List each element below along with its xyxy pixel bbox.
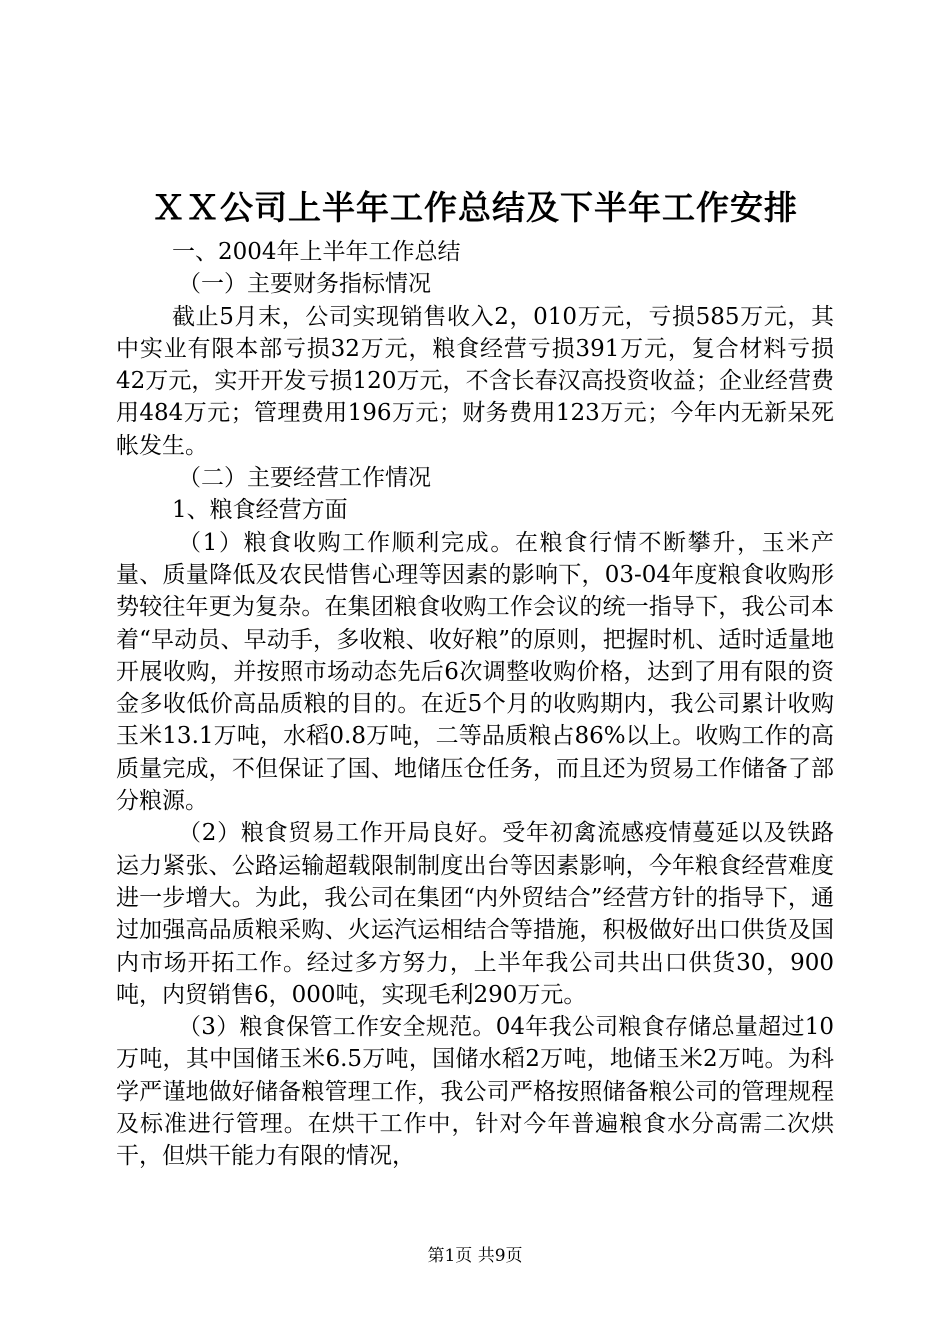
document-title: ＸＸ公司上半年工作总结及下半年工作安排 bbox=[152, 188, 798, 227]
subsection-heading: （二）主要经营工作情况 bbox=[178, 465, 431, 492]
body-paragraph: （1）粮食收购工作顺利完成。在粮食行情不断攀升，玉米产量、质量降低及农民惜售心理等因素的影响下，03-04年度粮食收购形势较往年更为复杂。在集团粮食收购工作会议的统一指导下，我公司本着“早动员、早动手，多收粮、收好粮”的原则，把握时机、适时适量地开展收购，并按照市场动态先后6次调整收购价格，达到了用有限的资金多收低价高品质粮的目的。在近5个月的收购期内，我公司累计收购玉米13.1万吨，水稻0.8万吨，二等品质粮占86%以上。收购工作的高质量完成，不但保证了国、地储压仓任务，而且还为贸易工作储备了部分粮源。 bbox=[116, 529, 834, 815]
body-paragraph: （3）粮食保管工作安全规范。04年我公司粮食存储总量超过10万吨，其中国储玉米6.5万吨，国储水稻2万吨，地储玉米2万吨。为科学严谨地做好储备粮管理工作，我公司严格按照储备粮公司的管理规程及标准进行管理。在烘干工作中，针对今年普遍粮食水分高需二次烘干，但烘干能力有限的情况， bbox=[116, 1014, 834, 1170]
body-paragraph: 截止5月末，公司实现销售收入2，010万元，亏损585万元，其中实业有限本部亏损32万元，粮食经营亏损391万元，复合材料亏损42万元，实开开发亏损120万元，不含长春汉高投资收益；企业经营费用484万元；管理费用196万元；财务费用123万元；今年内无新呆死帐发生。 bbox=[116, 303, 834, 459]
section-heading: 一、2004年上半年工作总结 bbox=[172, 239, 461, 265]
document-body bbox=[116, 236, 834, 1173]
page-number: 第1页 共9页 bbox=[427, 1246, 523, 1266]
subsection-heading: （一）主要财务指标情况 bbox=[178, 271, 431, 298]
body-paragraph: （2）粮食贸易工作开局良好。受年初禽流感疫情蔓延以及铁路运力紧张、公路运输超载限制制度出台等因素影响，今年粮食经营难度进一步增大。为此，我公司在集团“内外贸结合”经营方针的指导下，通过加强高品质粮采购、火运汽运相结合等措施，积极做好出口供货及国内市场开拓工作。经过多方努力，上半年我公司共出口供货30，900吨，内贸销售6，000吨，实现毛利290万元。 bbox=[116, 820, 834, 1008]
item-heading: 1、粮食经营方面 bbox=[172, 497, 348, 524]
